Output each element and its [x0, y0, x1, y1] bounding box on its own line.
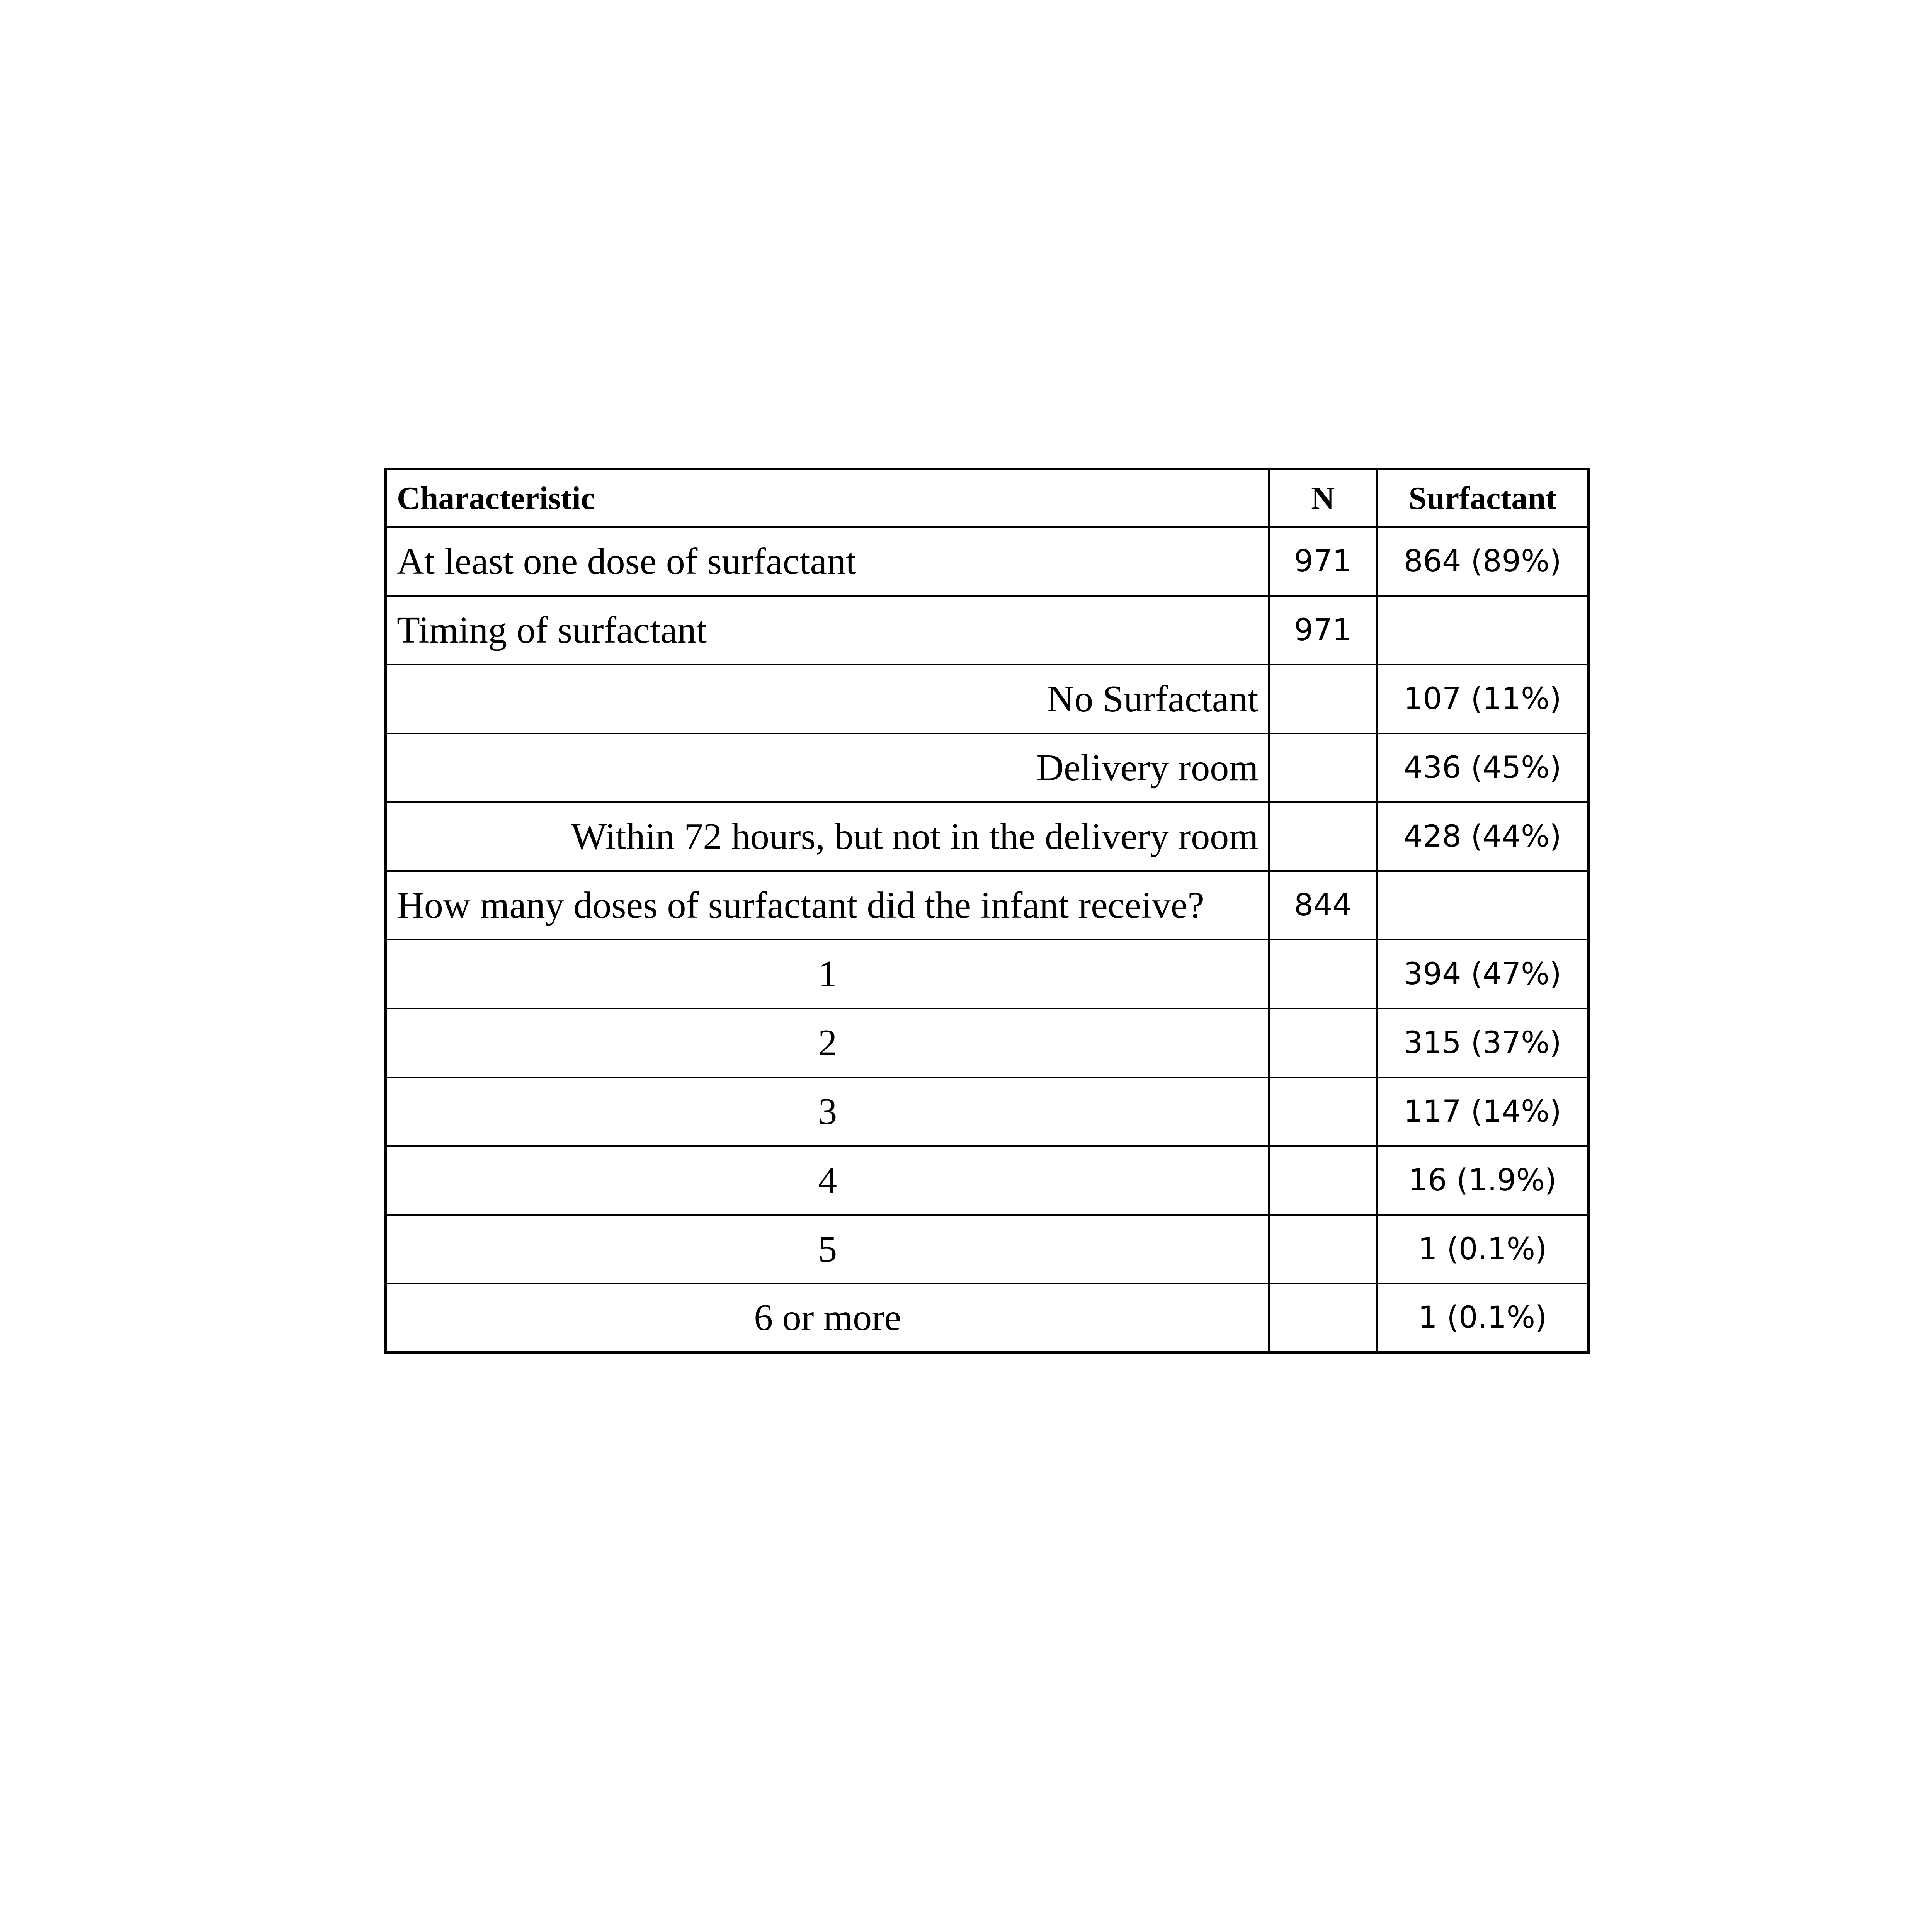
row-n [1269, 665, 1377, 733]
row-n [1269, 1284, 1377, 1352]
row-surfactant [1377, 871, 1589, 940]
row-n [1269, 1215, 1377, 1284]
row-n [1269, 1146, 1377, 1215]
table-row [386, 802, 1589, 871]
row-surfactant: 315 (37%) [1377, 1009, 1589, 1077]
row-n: 971 [1269, 596, 1377, 665]
row-label: 5 [386, 1215, 1269, 1284]
row-surfactant: 436 (45%) [1377, 733, 1589, 802]
row-surfactant: 1 (0.1%) [1377, 1215, 1589, 1284]
table-row [386, 1077, 1589, 1146]
header-surfactant: Surfactant [1377, 469, 1589, 527]
table-row [386, 1215, 1589, 1284]
row-surfactant: 864 (89%) [1377, 527, 1589, 596]
row-label: 2 [386, 1009, 1269, 1077]
surfactant-table [384, 468, 1590, 1354]
row-label: At least one dose of surfactant [386, 527, 1269, 596]
row-surfactant: 16 (1.9%) [1377, 1146, 1589, 1215]
table-row [386, 596, 1589, 665]
row-label: 3 [386, 1077, 1269, 1146]
table-body [386, 527, 1589, 1352]
header-row [386, 469, 1589, 527]
table-row [386, 527, 1589, 596]
row-n [1269, 802, 1377, 871]
header-n: N [1269, 469, 1377, 527]
row-surfactant: 1 (0.1%) [1377, 1284, 1589, 1352]
row-label: 1 [386, 940, 1269, 1009]
table-row [386, 665, 1589, 733]
row-n [1269, 733, 1377, 802]
header-characteristic: Characteristic [386, 469, 1269, 527]
row-n [1269, 940, 1377, 1009]
row-n: 971 [1269, 527, 1377, 596]
row-label: Within 72 hours, but not in the delivery room [386, 802, 1269, 871]
table-row [386, 1146, 1589, 1215]
row-n: 844 [1269, 871, 1377, 940]
row-surfactant: 117 (14%) [1377, 1077, 1589, 1146]
row-label: 4 [386, 1146, 1269, 1215]
table-row [386, 1009, 1589, 1077]
table-row [386, 940, 1589, 1009]
row-n [1269, 1077, 1377, 1146]
row-n [1269, 1009, 1377, 1077]
row-label: 6 or more [386, 1284, 1269, 1352]
table-row [386, 871, 1589, 940]
row-surfactant: 394 (47%) [1377, 940, 1589, 1009]
row-label: Timing of surfactant [386, 596, 1269, 665]
row-label: Delivery room [386, 733, 1269, 802]
row-label: No Surfactant [386, 665, 1269, 733]
row-surfactant [1377, 596, 1589, 665]
row-surfactant: 428 (44%) [1377, 802, 1589, 871]
table-row [386, 1284, 1589, 1352]
row-surfactant: 107 (11%) [1377, 665, 1589, 733]
table-row [386, 733, 1589, 802]
row-label: How many doses of surfactant did the infant receive? [386, 871, 1269, 940]
